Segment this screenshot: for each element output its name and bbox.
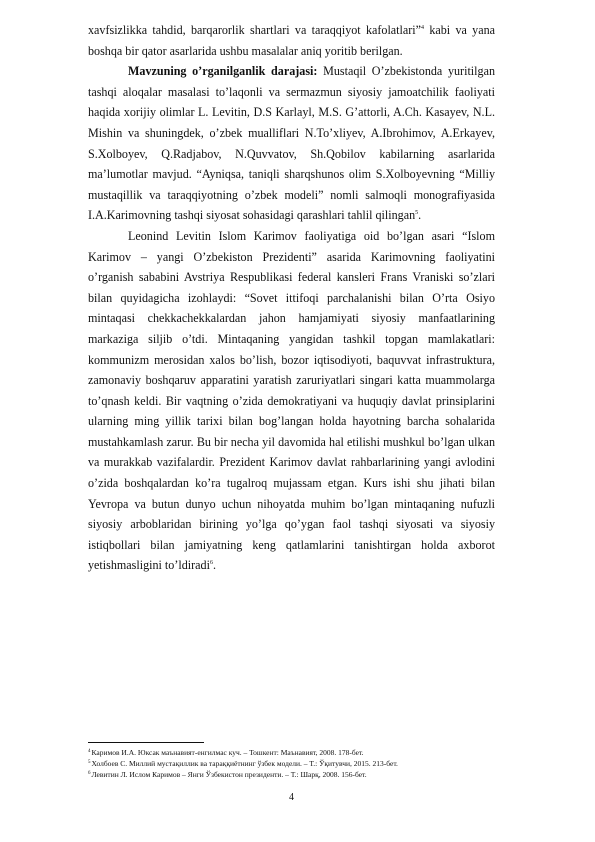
paragraph-2 — [88, 61, 495, 226]
paragraph-3 — [88, 226, 495, 576]
paragraph-3-text: Leonind Levitin Islom Karimov faoliyatiga oid bo’lgan asari “Islom Karimov – yangi O’zbekiston Prezidenti” asarida Karimovning faoliyatini o’rganish sababini Avstriya Respublikasi federal kansleri Frans Vraniski so’zlari bilan quyidagicha izohlaydi: “Sovet ittifoqi parchalanishi bilan O’rta Osiyo mintaqasi chekkachekkalardan jahon hamjamiyati siyosiy manfaatlarining markaziga siljib o’tdi. Mintaqaning yangidan tashkil topgan mamlakatlari: kommunizm merosidan xalos bo’lish, bozor iqtisodiyoti, baquvvat infrastruktura, zamonaviy boshqaruv apparatini yaratish zaruriyatlari singari katta muammolarga to’qnash keldi. Bir vaqtning o’zida demokratiyani va huquqiy davlat prinsiplarini ularning ming yillik tarixi bilan bog’langan holda hayotning barcha sohalarida mustahkamlash zarur. Bu bir necha yil davomida hal etilishi mushkul bo’lgan ulkan va murakkab vazifalardir. Prezident Karimov davlat rahbarlarining yangi avlodini o’zida boshqalardan ko’ra tugalroq mujassam etgan. Kurs ishi shu jihati bilan Yevropa va butun dunyo uchun nihoyatda muhim bo’lgan mintaqaning nufuzli siyosiy arboblaridan birining yo’lga qo’ygan faol tashqi siyosati va siyosiy istiqbollari bilan jamiyatning keng qatlamlarini tanishtirgan holda axborot yetishmasligini to’ldiradi — [88, 228, 495, 573]
footnote-4 — [88, 747, 508, 758]
paragraph-1 — [88, 20, 495, 61]
paragraph-2-text: Mustaqil O’zbekistonda yuritilgan tashqi aloqalar masalasi to’laqonli va sermazmun siyosiy jamoatchilik faoliyati haqida xorijiy olimlar L. Levitin, D.S Karlayl, M.S. G’attorli, A.Ch. Kasayev, N.L. Mishin va shuningdek, o’zbek mualliflari N.To’xliyev, A.Ibrohimov, A.Erkayev, S.Xolboyev, Q.Radjabov, N.Quvvatov, Sh.Qobilov kabilarning asarlarida ma’lumotlar mavjud. “Ayniqsa, taniqli sharqshunos olim S.Xolboyevning “Milliy mustaqillik va taraqqiyotning o’zbek modeli” nomli salmoqli monografiyasida I.A.Karimovning tashqi siyosat sohasidagi qarashlari tahlil qilingan — [88, 64, 495, 223]
footnote-5 — [88, 758, 508, 769]
footnote-6 — [88, 769, 508, 780]
footnote-text: Каримов И.А. Юксак маънавият-енгилмас куч. – Тошкент: Маънавият, 2008. 178-бет. — [91, 748, 364, 757]
footnote-separator — [88, 742, 204, 743]
page-number: 4 — [289, 792, 294, 803]
footnote-text: Холбоев С. Миллий мустақиллик ва тараққиётнинг ўзбек модели. – Т.: Ўқитувчи, 2015. 213-бет. — [91, 759, 398, 769]
footnote-ref-6[interactable]: 6 — [209, 560, 213, 567]
footnote-text: Левитин Л. Ислом Каримов – Янги Ўзбекистон президенти. – Т.: Шарқ, 2008. 156-бет. — [91, 770, 367, 780]
paragraph-2-tail: . — [418, 208, 422, 223]
paragraph-1-tail: kabi va yana boshqa bir qator asarlarida ushbu masalalar aniq yoritib berilgan. — [88, 23, 496, 58]
paragraph-1-text: xavfsizlikka tahdid, barqarorlik shartlari va taraqqiyot kafolatlari” — [88, 23, 422, 37]
footnote-number: 4 — [88, 748, 91, 754]
footnote-number: 5 — [88, 759, 91, 765]
footnote-ref-5[interactable]: 5 — [415, 210, 419, 217]
footnotes — [88, 747, 508, 781]
body-text — [88, 20, 495, 576]
section-heading: Mavzuning o’rganilganlik darajasi: — [128, 64, 318, 79]
footnote-ref-4[interactable]: 4 — [421, 24, 425, 31]
footnote-number: 6 — [88, 770, 91, 776]
paragraph-3-tail: . — [212, 558, 216, 573]
